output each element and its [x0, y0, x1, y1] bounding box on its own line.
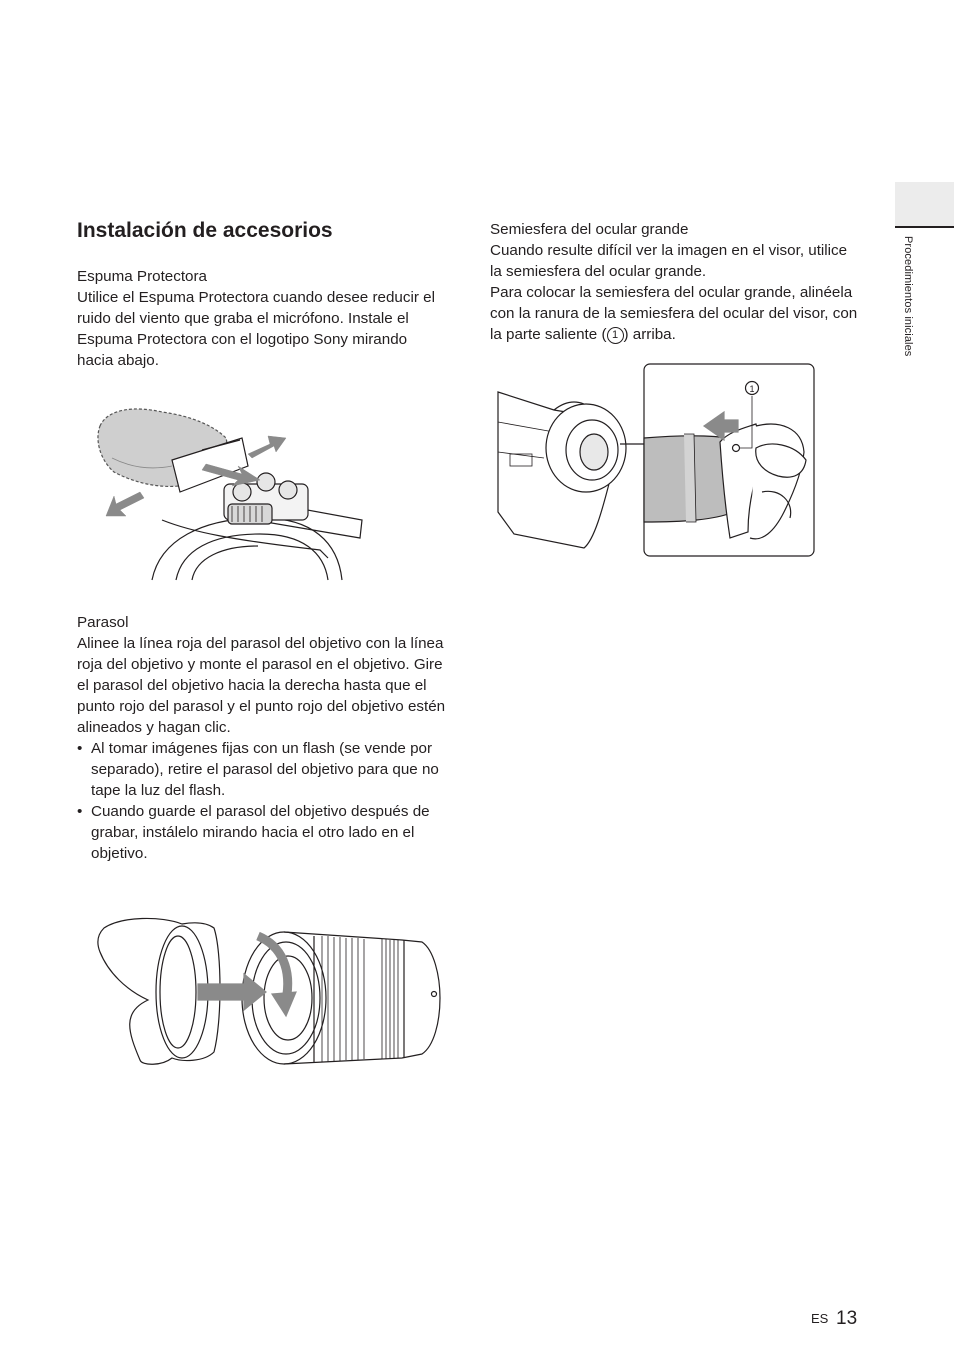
section-tab-rule — [895, 226, 954, 228]
hood-note-item: • Al tomar imágenes fijas con un flash (se vende por separado), retire el parasol del objetivo para que no tape la luz del flash. — [77, 738, 447, 801]
callout-marker: 1 — [607, 327, 624, 344]
eyecup-body-1: Cuando resulte difícil ver la imagen en el visor, utilice la semiesfera del ocular grande. — [490, 242, 848, 280]
eyecup-heading: Semiesfera del ocular grande — [490, 221, 689, 238]
foam-section — [77, 266, 447, 371]
hood-section — [77, 612, 447, 864]
eyecup-illustration — [494, 362, 818, 558]
hood-note-item: • Cuando guarde el parasol del objetivo después de grabar, instálelo mirando hacia el otro lado en el objetivo. — [77, 801, 447, 864]
hood-body: Alinee la línea roja del parasol del objetivo con la línea roja del objetivo y monte el parasol en el objetivo. Gire el parasol del objetivo hacia la derecha hasta que el punto rojo del parasol y el punto rojo del objetivo estén alineados y hagan clic. — [77, 635, 446, 736]
page-language: ES — [811, 1311, 829, 1326]
wind-screen-illustration — [92, 400, 372, 582]
section-label: Procedimientos iniciales — [902, 236, 914, 357]
hood-heading: Parasol — [77, 614, 129, 631]
foam-body: Utilice el Espuma Protectora cuando desee reducir el ruido del viento que graba el micrófono. Instale el Espuma Protectora con el logotipo Sony mirando hacia abajo. — [77, 289, 435, 369]
lens-hood-illustration — [82, 912, 444, 1068]
page-title: Instalación de accesorios — [77, 219, 333, 242]
eyecup-body-2: Para colocar la semiesfera del ocular grande, alinéela con la ranura de la semiesfera del ocular del visor, con la parte saliente ( 1 ) arriba. — [490, 284, 858, 343]
page-number: 13 — [836, 1308, 858, 1329]
foam-heading: Espuma Protectora — [77, 268, 207, 285]
eyecup-section — [490, 219, 862, 345]
section-tab — [895, 182, 954, 226]
hood-notes — [77, 738, 447, 864]
callout-1-label: 1 — [749, 384, 755, 394]
